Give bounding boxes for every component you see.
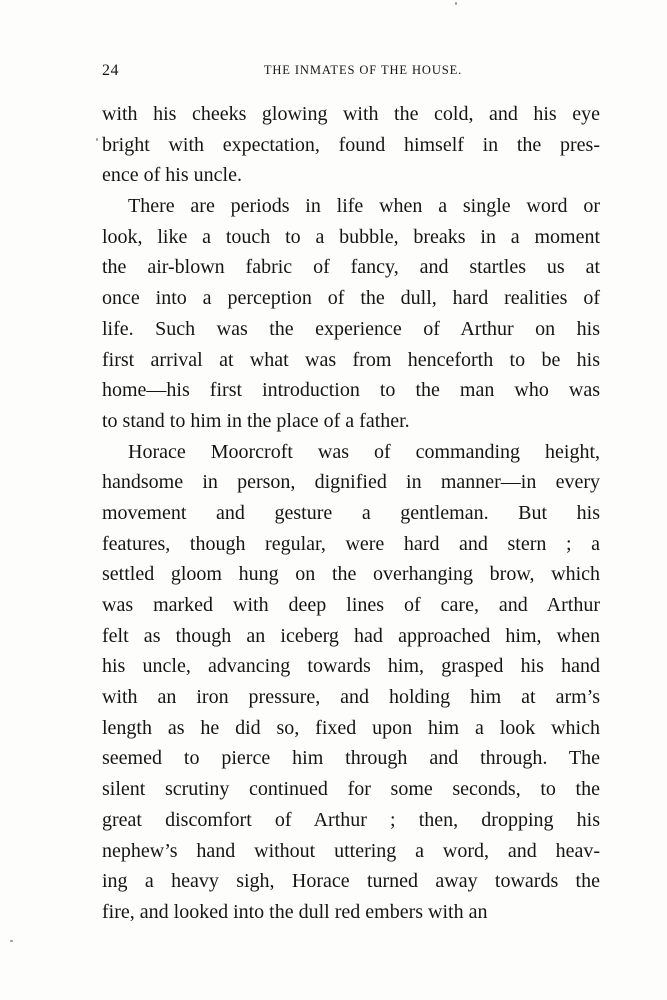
- text-line: felt as though an iceberg had approached him, when: [102, 624, 600, 647]
- text-line: the air-blown fabric of fancy, and startles us at: [102, 256, 600, 279]
- text-line: once into a perception of the dull, hard realities of: [102, 287, 600, 310]
- text-line: There are periods in life when a single word or: [128, 195, 600, 218]
- print-speck: [96, 138, 98, 141]
- text-line: with an iron pressure, and holding him at arm’s: [102, 686, 600, 709]
- text-line: home—his first introduction to the man who was: [102, 379, 600, 402]
- text-line: life. Such was the experience of Arthur on his: [102, 317, 600, 340]
- text-line: movement and gesture a gentleman. But his: [102, 501, 600, 524]
- paragraph: [102, 99, 600, 191]
- text-line: with his cheeks glowing with the cold, and his eye: [102, 103, 600, 125]
- text-line: seemed to pierce him through and through. The: [102, 747, 600, 770]
- text-line: fire, and looked into the dull red embers with an: [102, 900, 488, 923]
- text-line: look, like a touch to a bubble, breaks in a moment: [102, 225, 600, 248]
- text-line: handsome in person, dignified in manner—in every: [102, 471, 600, 494]
- text-line: settled gloom hung on the overhanging brow, which: [102, 563, 600, 586]
- text-line: great discomfort of Arthur ; then, dropping his: [102, 808, 600, 831]
- text-line: ence of his uncle.: [102, 164, 242, 187]
- running-title: THE INMATES OF THE HOUSE.: [263, 63, 463, 77]
- running-head: [102, 62, 598, 86]
- text-line: ing a heavy sigh, Horace turned away towards the: [102, 870, 600, 893]
- print-speck: [455, 2, 457, 5]
- text-line: bright with expectation, found himself in the pres-: [102, 133, 600, 156]
- text-line: nephew’s hand without uttering a word, and heav-: [102, 839, 600, 862]
- body-text: [102, 99, 600, 928]
- page-number: 24: [102, 62, 119, 79]
- text-line: silent scrutiny continued for some seconds, to the: [102, 778, 600, 801]
- text-line: his uncle, advancing towards him, grasped his hand: [102, 655, 600, 678]
- text-line: to stand to him in the place of a father.: [102, 409, 410, 432]
- paragraph: [102, 437, 600, 928]
- text-line: was marked with deep lines of care, and Arthur: [102, 594, 600, 616]
- text-line: length as he did so, fixed upon him a look which: [102, 716, 600, 739]
- paragraph: [102, 191, 600, 437]
- text-line: features, though regular, were hard and stern ; a: [102, 532, 600, 555]
- text-line: Horace Moorcroft was of commanding height,: [128, 440, 600, 463]
- print-speck: [10, 940, 13, 942]
- text-line: first arrival at what was from henceforth to be his: [102, 348, 600, 371]
